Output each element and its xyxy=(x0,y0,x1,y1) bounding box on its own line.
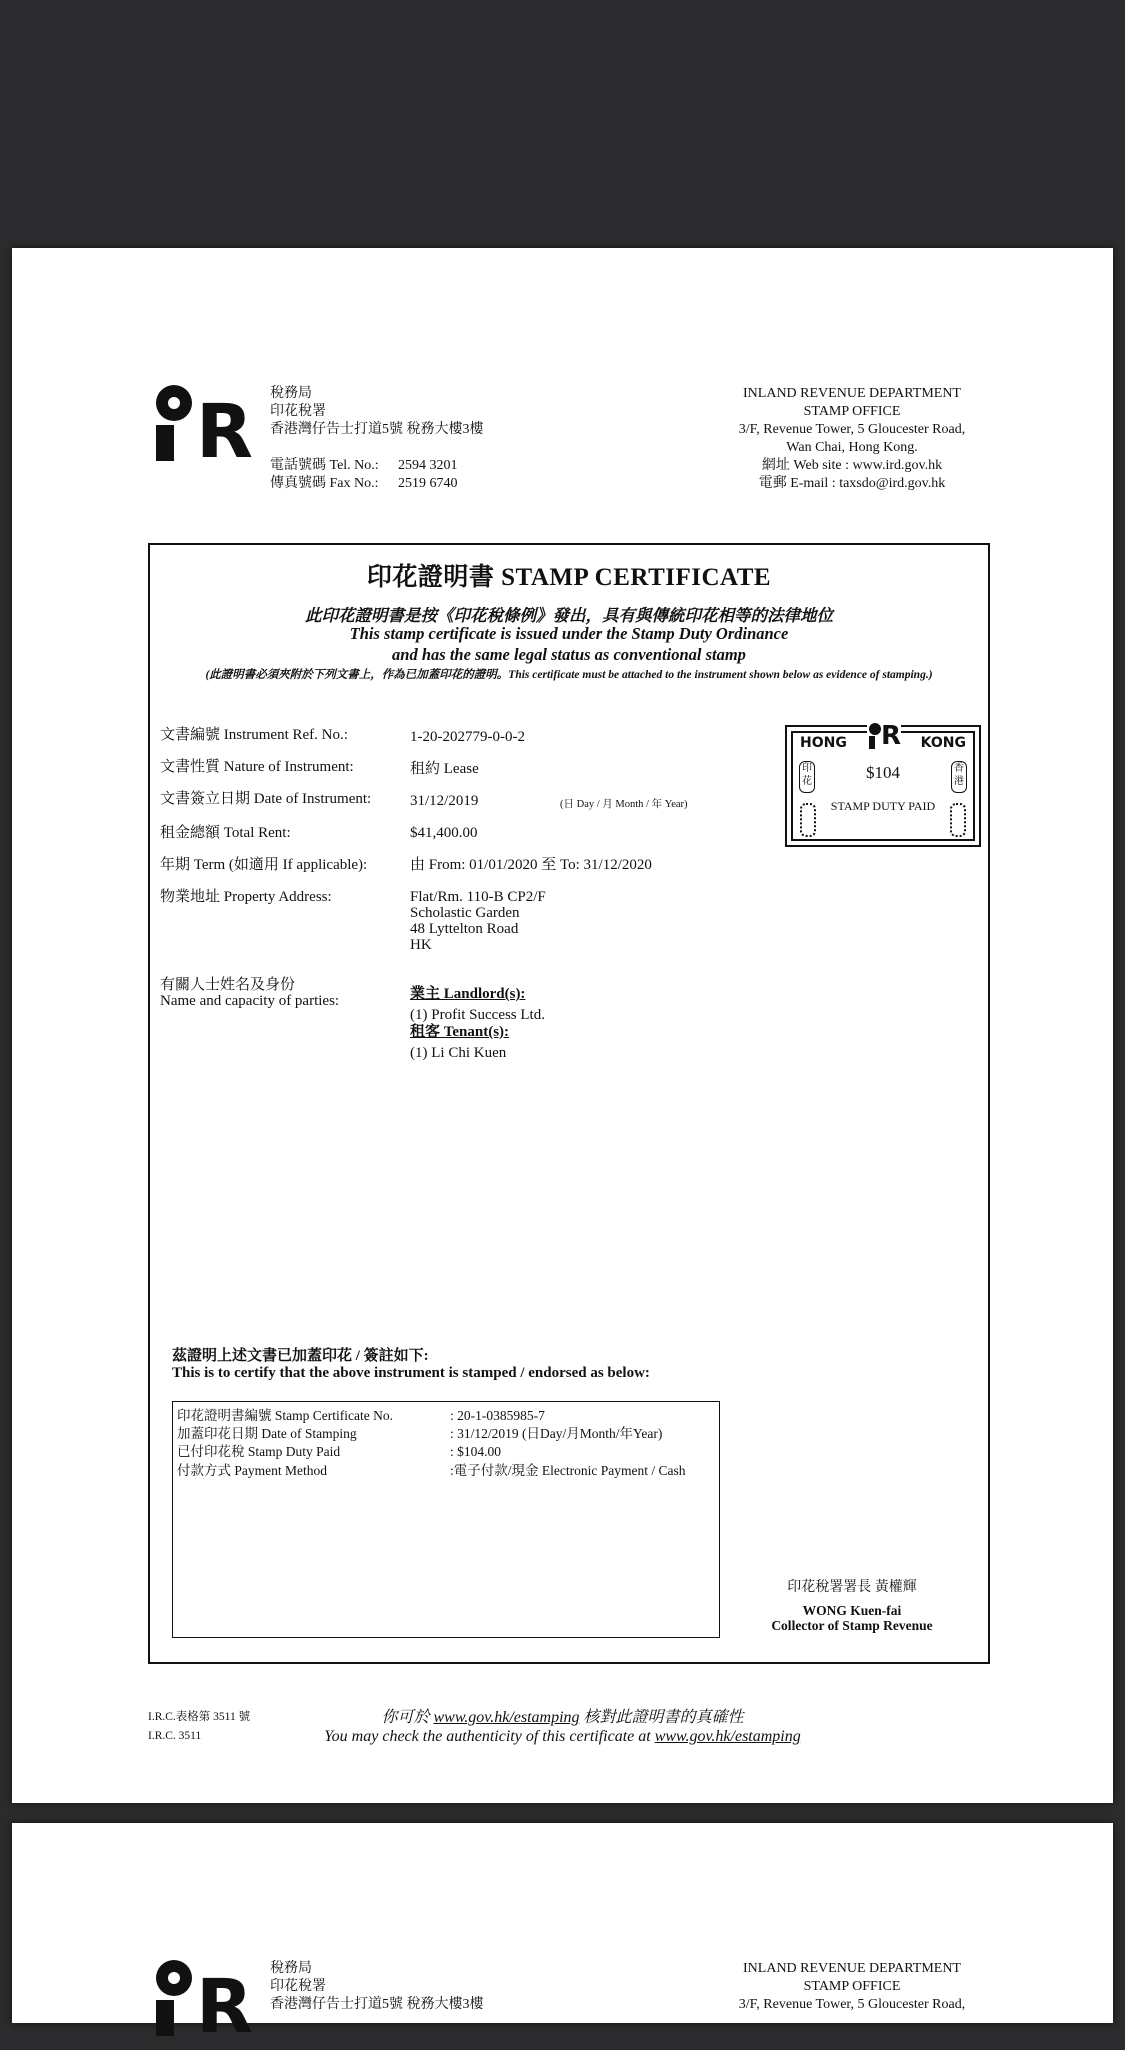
date-format: (日 Day / 月 Month / 年 Year) xyxy=(560,799,688,810)
address-zh-2: 香港灣仔告士打道5號 稅務大樓3樓 xyxy=(270,1997,484,2012)
stamp-ird-logo: R xyxy=(867,721,901,751)
dept-en: INLAND REVENUE DEPARTMENT xyxy=(743,386,961,401)
certificate-frame xyxy=(148,543,990,1664)
tel-label: 電話號碼 Tel. No.: xyxy=(270,458,379,473)
office-zh-2: 印花稅署 xyxy=(270,1979,326,1994)
office-en-2: STAMP OFFICE xyxy=(803,1979,901,1994)
attachment-note: (此證明書必須夾附於下列文書上，作為已加蓋印花的證明。This certificate must be attached to the instrument shown below as evidence of stamping.) xyxy=(205,669,933,681)
address-line-1: Flat/Rm. 110-B CP2/F xyxy=(410,889,546,905)
cert-no-value: : 20-1-0385985-7 xyxy=(450,1408,545,1423)
property-address xyxy=(410,889,546,953)
office-en: STAMP OFFICE xyxy=(803,404,901,419)
stamp-kong: KONG xyxy=(920,735,966,751)
certify-en: This is to certify that the above instrument is stamped / endorsed as below: xyxy=(172,1365,650,1381)
stamp-duty-paid: STAMP DUTY PAID xyxy=(830,799,936,813)
rent-value: $41,400.00 xyxy=(410,825,478,841)
certify-zh: 茲證明上述文書已加蓋印花 / 簽註如下: xyxy=(172,1348,429,1364)
duty-paid-value: : $104.00 xyxy=(450,1444,502,1459)
estamping-link-en[interactable]: www.gov.hk/estamping xyxy=(654,1728,801,1745)
address-en-2: Wan Chai, Hong Kong. xyxy=(786,440,918,455)
subtitle-en-2: and has the same legal status as conventional stamp xyxy=(392,645,746,664)
signatory-title: Collector of Stamp Revenue xyxy=(771,1618,933,1633)
tel-number: 2594 3201 xyxy=(398,458,458,473)
tenant-name: (1) Li Chi Kuen xyxy=(410,1045,507,1061)
ref-value: 1-20-202779-0-0-2 xyxy=(410,729,525,745)
certificate-page-2 xyxy=(12,1823,1113,2050)
certificate-page xyxy=(12,248,1113,1803)
verify-note-en xyxy=(12,1728,1113,1746)
ref-label: 文書編號 Instrument Ref. No.: xyxy=(160,727,348,743)
term-label: 年期 Term (如適用 If applicable): xyxy=(160,857,368,873)
header-left xyxy=(270,385,484,493)
dept-en-2: INLAND REVENUE DEPARTMENT xyxy=(743,1961,961,1976)
stamp-ornament-right xyxy=(950,803,966,837)
fax-number: 2519 6740 xyxy=(398,476,458,491)
email: 電郵 E-mail : taxsdo@ird.gov.hk xyxy=(758,476,946,491)
verify-zh-prefix: 你可於 xyxy=(381,1709,434,1726)
verify-note-zh xyxy=(12,1704,1113,1727)
date-value: 31/12/2019 xyxy=(410,793,479,809)
verify-en-prefix: You may check the authenticity of this certificate at xyxy=(324,1728,655,1745)
nature-value: 租約 Lease xyxy=(410,761,479,777)
address-label: 物業地址 Property Address: xyxy=(160,889,332,905)
address-line-2: Scholastic Garden xyxy=(410,905,520,921)
term-value: 由 From: 01/01/2020 至 To: 31/12/2020 xyxy=(410,857,652,873)
parties xyxy=(410,986,545,1062)
stamp-date-value: : 31/12/2019 (日Day/月Month/年Year) xyxy=(450,1426,663,1441)
header-right-2 xyxy=(712,1960,992,2014)
stamp-seal-left: 印花 xyxy=(799,761,815,793)
address-zh: 香港灣仔告士打道5號 稅務大樓3樓 xyxy=(270,422,484,437)
header-left-2 xyxy=(270,1960,484,2014)
header-right xyxy=(712,385,992,493)
date-label: 文書簽立日期 Date of Instrument: xyxy=(160,791,372,807)
estamping-link-zh[interactable]: www.gov.hk/estamping xyxy=(433,1709,580,1726)
landlord-name: (1) Profit Success Ltd. xyxy=(410,1007,545,1023)
signatory-name: WONG Kuen-fai xyxy=(802,1603,902,1618)
form-number-en: I.R.C. 3511 xyxy=(148,1730,202,1742)
dept-zh: 稅務局 xyxy=(270,386,312,401)
website: 網址 Web site : www.ird.gov.hk xyxy=(761,458,943,473)
form-number-zh: I.R.C.表格第 3511 號 xyxy=(148,1711,251,1723)
subtitle-zh: 此印花證明書是按《印花稅條例》發出，具有與傳統印花相等的法律地位 xyxy=(305,606,833,625)
signatory-zh: 印花稅署署長 黃權輝 xyxy=(787,1580,917,1595)
verify-zh-suffix: 核對此證明書的真確性 xyxy=(579,1709,744,1726)
certificate-title: 印花證明書 STAMP CERTIFICATE xyxy=(366,564,772,591)
cert-no-label: 印花證明書編號 Stamp Certificate No. xyxy=(177,1408,393,1423)
stamp-seal-right: 香港 xyxy=(951,761,967,793)
nature-label: 文書性質 Nature of Instrument: xyxy=(160,759,354,775)
stamp-ornament-left xyxy=(800,803,816,837)
stamp-date-label: 加蓋印花日期 Date of Stamping xyxy=(177,1426,357,1441)
ird-logo-2: R xyxy=(154,1960,238,2036)
stamp-hong: HONG xyxy=(800,735,847,751)
address-en-1: 3/F, Revenue Tower, 5 Gloucester Road, xyxy=(738,422,966,437)
tenant-label: 租客 Tenant(s): xyxy=(410,1024,510,1040)
payment-method-label: 付款方式 Payment Method xyxy=(177,1463,327,1478)
parties-label xyxy=(160,977,339,1009)
rent-label: 租金總額 Total Rent: xyxy=(160,825,291,841)
parties-label-en: Name and capacity of parties: xyxy=(160,993,340,1009)
payment-method-value: :電子付款/現金 Electronic Payment / Cash xyxy=(450,1463,686,1478)
ird-logo: R xyxy=(154,385,238,461)
address-line-3: 48 Lyttelton Road xyxy=(410,921,519,937)
subtitle-en-1: This stamp certificate is issued under the Stamp Duty Ordinance xyxy=(349,624,789,643)
parties-label-zh: 有關人士姓名及身份 xyxy=(160,977,296,993)
address-en-1-2: 3/F, Revenue Tower, 5 Gloucester Road, xyxy=(738,1997,966,2012)
address-line-4: HK xyxy=(410,937,432,953)
landlord-label: 業主 Landlord(s): xyxy=(410,986,526,1002)
office-zh: 印花稅署 xyxy=(270,404,326,419)
stamping-details-box xyxy=(172,1401,720,1638)
stamp-duty-seal xyxy=(785,721,981,847)
duty-paid-label: 已付印花稅 Stamp Duty Paid xyxy=(177,1444,341,1459)
stamp-amount: $104 xyxy=(866,763,900,782)
dept-zh-2: 稅務局 xyxy=(270,1961,312,1976)
fax-label: 傳真號碼 Fax No.: xyxy=(270,476,379,491)
